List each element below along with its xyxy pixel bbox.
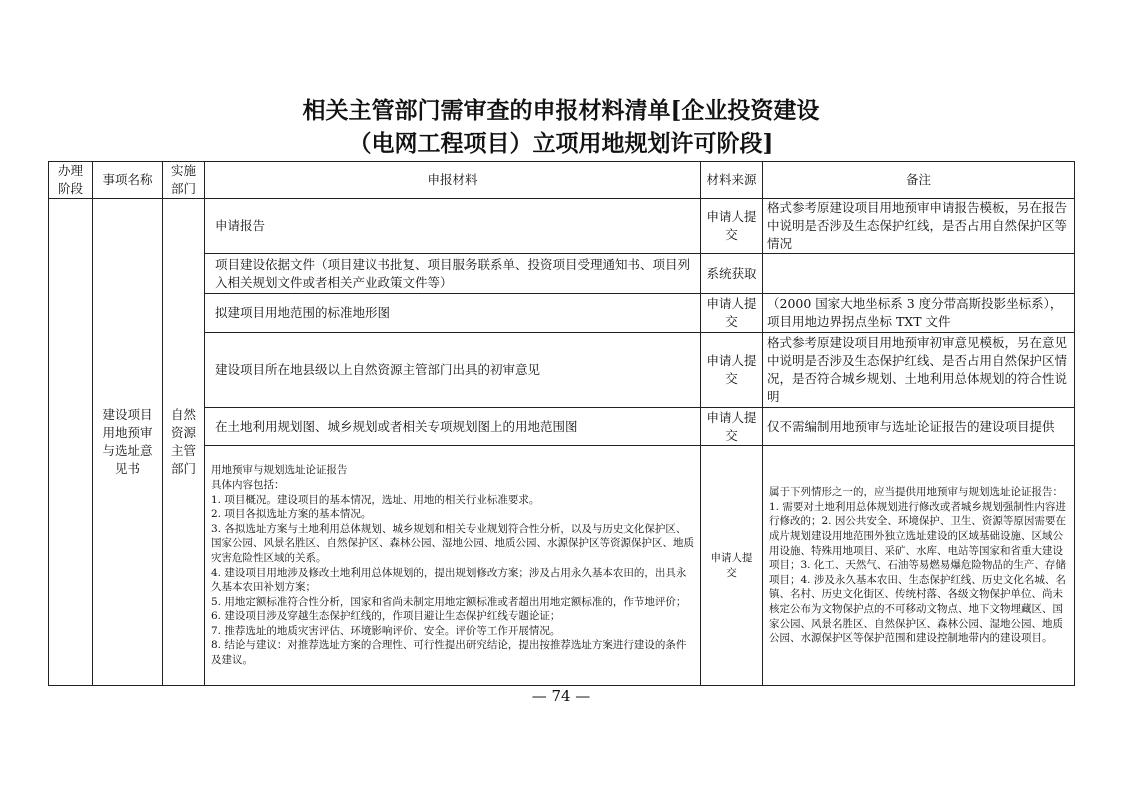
remark-cell: 格式参考原建设项目用地预审初审意见模板，另在意见中说明是否涉及生态保护红线、是否占用自然保护区情况，是否符合城乡规划、土地利用总体规划的符合性说明 <box>763 333 1075 408</box>
header-materials: 申报材料 <box>205 162 701 199</box>
remark-cell: 格式参考原建设项目用地预审申请报告模板，另在报告中说明是否涉及生态保护红线，是否占用自然保护区等情况 <box>763 199 1075 254</box>
document-title-line-1: 相关主管部门需审查的申报材料清单[企业投资建设 <box>302 97 820 124</box>
table-row <box>49 199 1075 254</box>
page-number: — 74 — <box>531 687 591 705</box>
remark-cell: 仅不需编制用地预审与选址论证报告的建设项目提供 <box>763 408 1075 446</box>
report-line: 4. 建设项目用地涉及修改土地利用总体规划的，提出规划修改方案；涉及占用永久基本农田的，出具永久基本农田补划方案； <box>211 566 687 594</box>
report-line: 8. 结论与建议：对推荐选址方案的合理性、可行性提出研究结论，提出按推荐选址方案进行建设的条件及建议。 <box>211 639 687 667</box>
stage-cell <box>49 199 93 686</box>
material-cell: 拟建项目用地范围的标准地形图 <box>205 294 701 333</box>
document-title-line-2: （电网工程项目）立项用地规划许可阶段] <box>348 130 774 157</box>
report-line: 6. 建设项目涉及穿越生态保护红线的，作项目避让生态保护红线专题论证； <box>211 610 561 623</box>
report-line: 具体内容包括： <box>211 478 285 491</box>
source-cell: 申请人提交 <box>701 333 763 408</box>
report-line: 7. 推荐选址的地质灾害评估、环境影响评价、安全。评价等工作开展情况。 <box>211 624 561 637</box>
remark-cell: 属于下列情形之一的，应当提供用地预审与规划选址论证报告：1. 需要对土地利用总体规划进行修改或者城乡规划强制性内容进行修改的；2. 因公共安全、环境保护、卫生、资源等原因需要在成片规划建设用地范围外独立选址建设的区域基础设施、区域公用设施、特殊用地项目、采矿、水库、电站等国家和省重大建设项目；3. 化工、天然气、石油等易燃易爆危险物品的生产、存储项目；4. 涉及永久基本农田、生态保护红线、历史文化名城、名镇、名村、历史文化街区、传统村落、各级文物保护单位、尚未核定公布为文物保护点的不可移动文物点、地下文物埋藏区、国家公园、风景名胜区、自然保护区、森林公园、湿地公园、地质公园、水源保护区等保护范围和建设控制地带内的建设项目。 <box>763 446 1075 686</box>
source-cell: 系统获取 <box>701 254 763 294</box>
source-cell: 申请人提交 <box>701 294 763 333</box>
source-cell: 申请人提交 <box>701 446 763 686</box>
material-cell: 项目建设依据文件（项目建议书批复、项目服务联系单、投资项目受理通知书、项目列入相关规划文件或者相关产业政策文件等） <box>205 254 701 294</box>
header-dept: 实施部门 <box>163 162 205 199</box>
report-line: 2. 项目各拟选址方案的基本情况。 <box>211 508 372 521</box>
header-remarks: 备注 <box>763 162 1075 199</box>
header-item: 事项名称 <box>93 162 163 199</box>
table-header-row <box>49 162 1075 199</box>
material-cell: 建设项目所在地县级以上自然资源主管部门出具的初审意见 <box>205 333 701 408</box>
remark-cell: （2000 国家大地坐标系 3 度分带高斯投影坐标系），项目用地边界拐点坐标 TXT 文件 <box>763 294 1075 333</box>
material-cell: 申请报告 <box>205 199 701 254</box>
material-cell: 在土地利用规划图、城乡规划或者相关专项规划图上的用地范围图 <box>205 408 701 446</box>
source-cell: 申请人提交 <box>701 408 763 446</box>
source-cell: 申请人提交 <box>701 199 763 254</box>
remark-cell <box>763 254 1075 294</box>
header-source: 材料来源 <box>701 162 763 199</box>
report-line: 3. 各拟选址方案与土地利用总体规划、城乡规划和相关专业规划符合性分析，以及与历史文化保护区、国家公园、风景名胜区、自然保护区、森林公园、湿地公园、地质公园、水源保护区等资源保护区、地质灾害危险性区域的关系。 <box>211 522 694 564</box>
materials-table <box>48 161 1075 686</box>
material-cell-report <box>205 446 701 686</box>
report-line: 1. 项目概况。建设项目的基本情况，选址、用地的相关行业标准要求。 <box>211 493 540 506</box>
dept-cell: 自然资源主管部门 <box>163 199 205 686</box>
header-stage: 办理阶段 <box>49 162 93 199</box>
report-line: 用地预审与规划选址论证报告 <box>211 464 348 477</box>
item-name-cell: 建设项目用地预审与选址意见书 <box>93 199 163 686</box>
report-line: 5. 用地定额标准符合性分析，国家和省尚未制定用地定额标准或者超出用地定额标准的，作节地评价； <box>211 595 687 608</box>
